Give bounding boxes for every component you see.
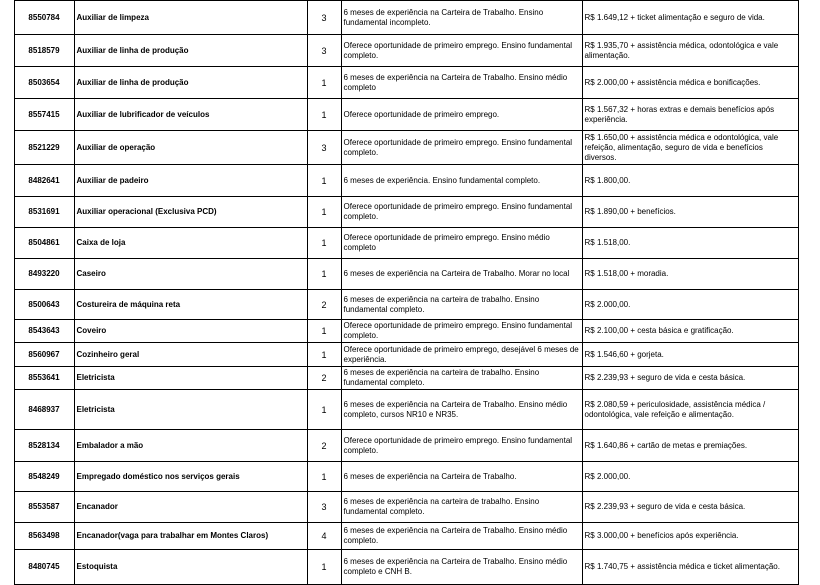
job-title: Estoquista (74, 550, 307, 585)
table-row (0, 320, 798, 343)
job-requirements: 6 meses de experiência na carteira de trabalho. Ensino fundamental completo. (341, 290, 582, 320)
job-code: 8521229 (14, 131, 74, 165)
vacancy-count: 3 (307, 131, 341, 165)
vacancy-count: 2 (307, 290, 341, 320)
job-code: 8531691 (14, 197, 74, 228)
table-row (0, 197, 798, 228)
table-row (0, 290, 798, 320)
job-title: Eletricista (74, 390, 307, 430)
table-row (0, 550, 798, 585)
job-salary: R$ 1.546,60 + gorjeta. (582, 343, 798, 367)
vacancy-count: 1 (307, 320, 341, 343)
vacancy-count: 1 (307, 550, 341, 585)
job-title: Auxiliar operacional (Exclusiva PCD) (74, 197, 307, 228)
job-salary: R$ 1.518,00 + moradia. (582, 259, 798, 290)
job-title: Caixa de loja (74, 228, 307, 259)
job-requirements: 6 meses de experiência na Carteira de Trabalho. (341, 462, 582, 492)
job-code: 8553641 (14, 367, 74, 390)
job-title: Costureira de máquina reta (74, 290, 307, 320)
job-salary: R$ 2.080,59 + periculosidade, assistência médica / odontológica, vale refeição e alimentação. (582, 390, 798, 430)
job-salary: R$ 2.100,00 + cesta básica e gratificação. (582, 320, 798, 343)
vacancy-count: 1 (307, 228, 341, 259)
vacancy-count: 1 (307, 197, 341, 228)
vacancy-count: 2 (307, 430, 341, 462)
job-requirements: Oferece oportunidade de primeiro emprego. Ensino médio completo (341, 228, 582, 259)
table-row (0, 67, 798, 99)
job-salary: R$ 3.000,00 + benefícios após experiência. (582, 523, 798, 550)
job-title: Encanador (74, 492, 307, 523)
job-salary: R$ 1.935,70 + assistência médica, odontológica e vale alimentação. (582, 35, 798, 67)
table-row (0, 492, 798, 523)
vacancy-count: 1 (307, 165, 341, 197)
job-requirements: Oferece oportunidade de primeiro emprego. Ensino fundamental completo. (341, 197, 582, 228)
table-row (0, 165, 798, 197)
table-row (0, 343, 798, 367)
job-title: Empregado doméstico nos serviços gerais (74, 462, 307, 492)
job-salary: R$ 1.890,00 + benefícios. (582, 197, 798, 228)
vacancy-count: 3 (307, 492, 341, 523)
vacancy-count: 1 (307, 390, 341, 430)
job-title: Encanador(vaga para trabalhar em Montes Claros) (74, 523, 307, 550)
job-title: Eletricista (74, 367, 307, 390)
job-title: Caseiro (74, 259, 307, 290)
job-salary: R$ 1.800,00. (582, 165, 798, 197)
job-code: 8504861 (14, 228, 74, 259)
job-code: 8518579 (14, 35, 74, 67)
job-salary: R$ 2.000,00 + assistência médica e bonificações. (582, 67, 798, 99)
job-code: 8500643 (14, 290, 74, 320)
vacancy-count: 1 (307, 67, 341, 99)
job-requirements: Oferece oportunidade de primeiro emprego, desejável 6 meses de experiência. (341, 343, 582, 367)
job-salary: R$ 1.640,86 + cartão de metas e premiações. (582, 430, 798, 462)
job-title: Coveiro (74, 320, 307, 343)
vacancy-count: 1 (307, 259, 341, 290)
table-row (0, 99, 798, 131)
job-code: 8493220 (14, 259, 74, 290)
job-title: Embalador a mão (74, 430, 307, 462)
job-salary: R$ 1.567,32 + horas extras e demais benefícios após experiência. (582, 99, 798, 131)
job-requirements: 6 meses de experiência na Carteira de Trabalho. Morar no local (341, 259, 582, 290)
table-row (0, 1, 798, 35)
job-code: 8550784 (14, 1, 74, 35)
job-code: 8468937 (14, 390, 74, 430)
job-requirements: 6 meses de experiência na Carteira de Trabalho. Ensino médio completo (341, 67, 582, 99)
job-requirements: Oferece oportunidade de primeiro emprego. (341, 99, 582, 131)
vacancy-count: 4 (307, 523, 341, 550)
vacancy-count: 1 (307, 99, 341, 131)
job-code: 8548249 (14, 462, 74, 492)
job-salary: R$ 2.000,00. (582, 462, 798, 492)
table-row (0, 462, 798, 492)
job-salary: R$ 2.239,93 + seguro de vida e cesta básica. (582, 367, 798, 390)
table-row (0, 390, 798, 430)
vacancy-count: 1 (307, 462, 341, 492)
job-code: 8560967 (14, 343, 74, 367)
job-title: Cozinheiro geral (74, 343, 307, 367)
job-code: 8563498 (14, 523, 74, 550)
job-code: 8553587 (14, 492, 74, 523)
table-row (0, 259, 798, 290)
job-code: 8557415 (14, 99, 74, 131)
job-requirements: Oferece oportunidade de primeiro emprego. Ensino fundamental completo. (341, 131, 582, 165)
job-requirements: Oferece oportunidade de primeiro emprego. Ensino fundamental completo. (341, 35, 582, 67)
job-title: Auxiliar de lubrificador de veículos (74, 99, 307, 131)
job-title: Auxiliar de padeiro (74, 165, 307, 197)
table-body (0, 1, 798, 585)
vacancy-count: 3 (307, 35, 341, 67)
job-requirements: 6 meses de experiência na Carteira de Trabalho. Ensino médio completo e CNH B. (341, 550, 582, 585)
job-title: Auxiliar de limpeza (74, 1, 307, 35)
table-row (0, 523, 798, 550)
job-salary: R$ 1.740,75 + assistência médica e ticket alimentação. (582, 550, 798, 585)
job-code: 8543643 (14, 320, 74, 343)
job-requirements: 6 meses de experiência na carteira de trabalho. Ensino fundamental completo. (341, 492, 582, 523)
job-requirements: 6 meses de experiência. Ensino fundamental completo. (341, 165, 582, 197)
job-title: Auxiliar de linha de produção (74, 35, 307, 67)
table-row (0, 35, 798, 67)
job-requirements: 6 meses de experiência na carteira de trabalho. Ensino fundamental completo. (341, 367, 582, 390)
vacancy-count: 1 (307, 343, 341, 367)
table-row (0, 131, 798, 165)
job-title: Auxiliar de operação (74, 131, 307, 165)
job-requirements: Oferece oportunidade de primeiro emprego. Ensino fundamental completo. (341, 320, 582, 343)
job-salary: R$ 1.518,00. (582, 228, 798, 259)
job-title: Auxiliar de linha de produção (74, 67, 307, 99)
job-salary: R$ 1.650,00 + assistência médica e odontológica, vale refeição, alimentação, seguro de vida e benefícios diversos. (582, 131, 798, 165)
job-requirements: 6 meses de experiência na Carteira de Trabalho. Ensino médio completo, cursos NR10 e NR35. (341, 390, 582, 430)
vacancy-count: 2 (307, 367, 341, 390)
job-code: 8528134 (14, 430, 74, 462)
job-code: 8480745 (14, 550, 74, 585)
job-salary: R$ 1.649,12 + ticket alimentação e seguro de vida. (582, 1, 798, 35)
table-row (0, 430, 798, 462)
job-requirements: Oferece oportunidade de primeiro emprego. Ensino fundamental completo. (341, 430, 582, 462)
table-row (0, 367, 798, 390)
job-requirements: 6 meses de experiência na Carteira de Trabalho. Ensino médio completo. (341, 523, 582, 550)
job-requirements: 6 meses de experiência na Carteira de Trabalho. Ensino fundamental incompleto. (341, 1, 582, 35)
job-salary: R$ 2.239,93 + seguro de vida e cesta básica. (582, 492, 798, 523)
vacancy-count: 3 (307, 1, 341, 35)
table-row (0, 228, 798, 259)
job-code: 8503654 (14, 67, 74, 99)
job-salary: R$ 2.000,00. (582, 290, 798, 320)
job-code: 8482641 (14, 165, 74, 197)
